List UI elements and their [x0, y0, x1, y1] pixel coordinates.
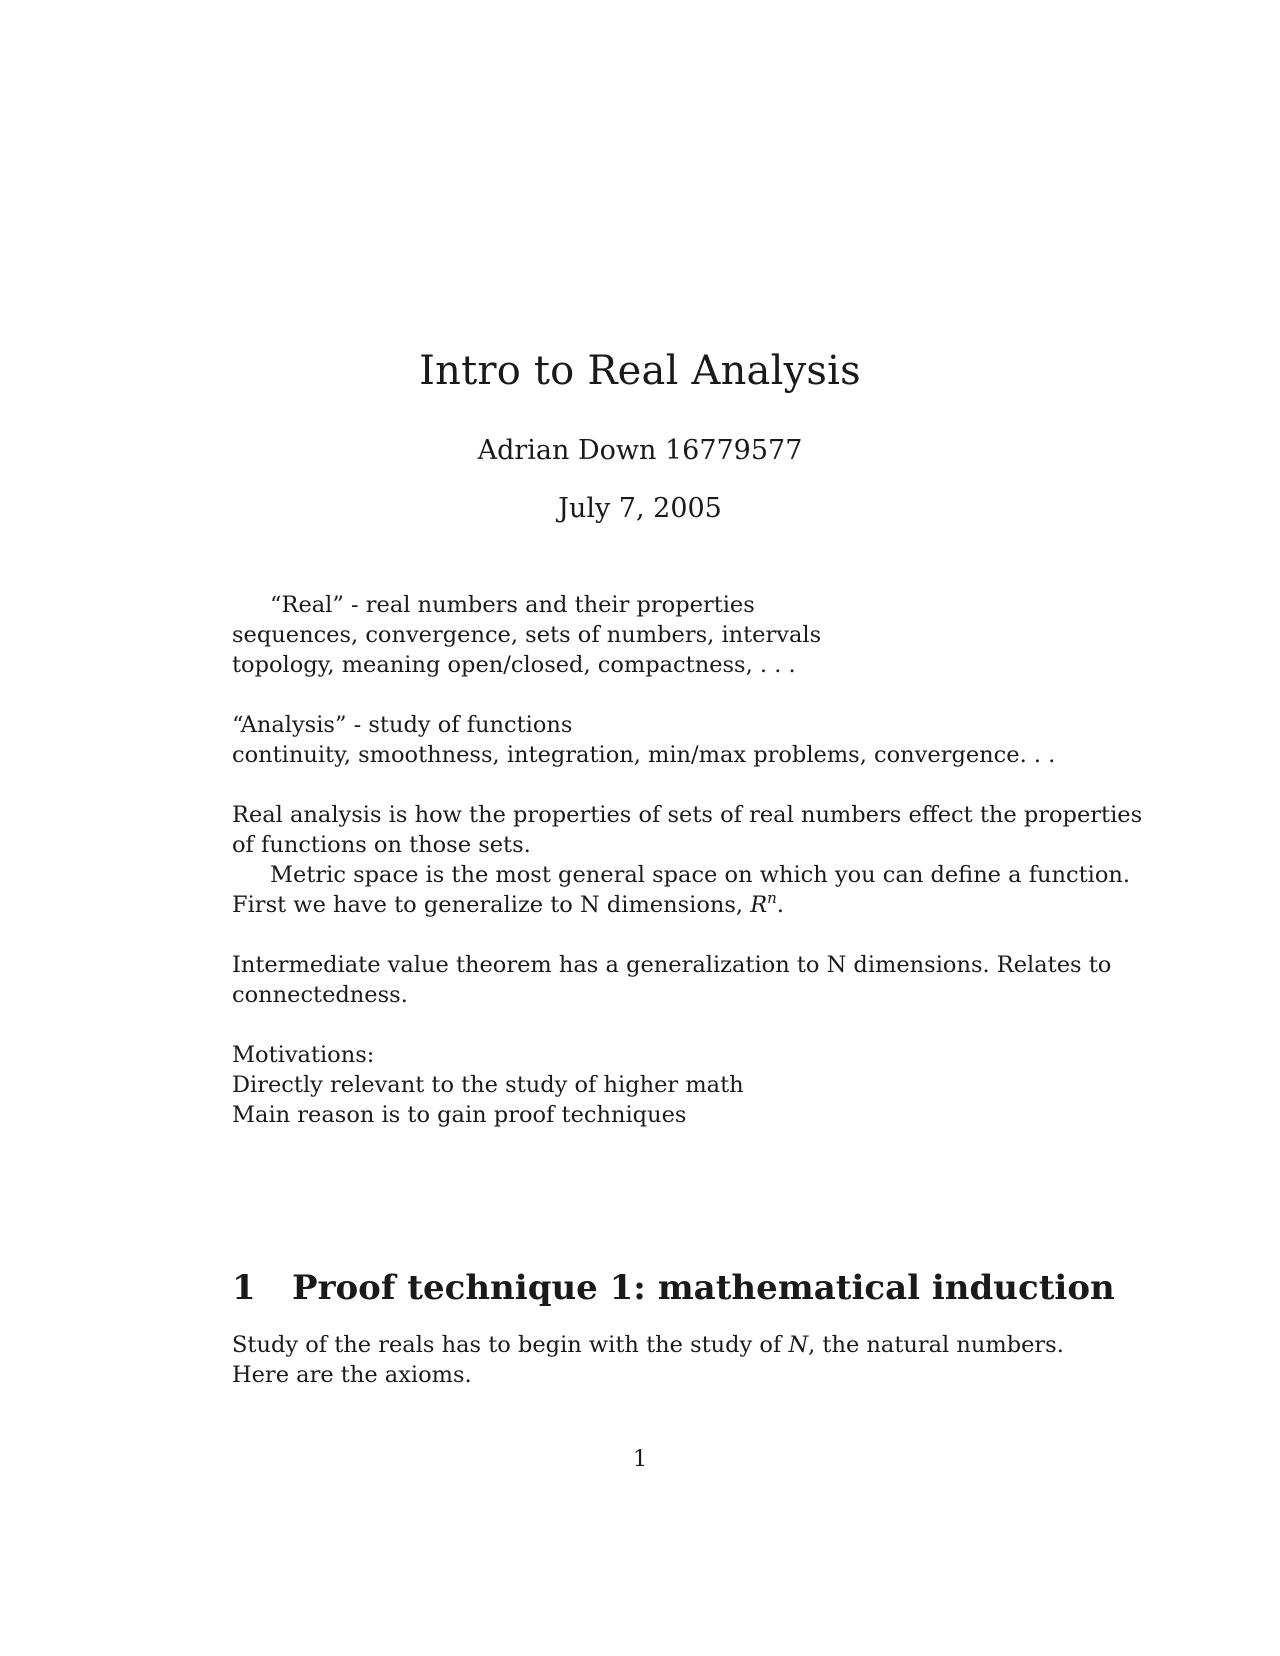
document-title: Intro to Real Analysis — [419, 348, 861, 394]
paragraph-line: Motivations: — [232, 1042, 375, 1068]
paragraph-line: Here are the axioms. — [232, 1362, 472, 1388]
page-number: 1 — [632, 1446, 648, 1472]
paragraph-analysis — [232, 710, 1056, 770]
line-text: Study of the reals has to begin with the study of — [232, 1332, 789, 1358]
paragraph-line: “Analysis” - study of functions — [232, 712, 573, 738]
document-date: July 7, 2005 — [558, 493, 722, 524]
paragraph-line: continuity, smoothness, integration, min/max problems, convergence. . . — [232, 742, 1056, 768]
math-superscript: n — [767, 889, 777, 907]
paragraph-line — [232, 1330, 1064, 1360]
section-1-paragraph — [232, 1330, 1064, 1390]
math-r-n — [750, 889, 777, 918]
paragraph-line: Real analysis is how the properties of sets of real numbers effect the properties — [232, 802, 1143, 828]
paragraph-line: connectedness. — [232, 982, 408, 1008]
paragraph-line: topology, meaning open/closed, compactness, . . . — [232, 652, 796, 678]
paragraph-motivations — [232, 1040, 1047, 1130]
section-number: 1 — [232, 1268, 256, 1308]
paragraph-line: Metric space is the most general space on which you can define a function. — [270, 862, 1131, 888]
paragraph-line: Main reason is to gain proof techniques — [232, 1102, 687, 1128]
document-author: Adrian Down 16779577 — [477, 435, 803, 466]
paragraph-line — [232, 890, 1047, 920]
line-text: , the natural numbers. — [808, 1332, 1064, 1358]
paragraph-line: of functions on those sets. — [232, 832, 531, 858]
line-text: First we have to generalize to N dimensions, — [232, 892, 751, 918]
paragraph-ivt — [232, 950, 1112, 1010]
paragraph-real — [232, 590, 1047, 680]
paragraph-real-analysis — [232, 800, 1143, 920]
section-title: Proof technique 1: mathematical induction — [292, 1268, 1115, 1308]
paragraph-line: Intermediate value theorem has a generalization to N dimensions. Relates to — [232, 952, 1112, 978]
line-end: . — [776, 892, 784, 918]
math-base: R — [750, 892, 768, 918]
section-heading — [232, 1268, 1115, 1308]
paragraph-line: sequences, convergence, sets of numbers, intervals — [232, 622, 822, 648]
math-n: N — [788, 1332, 809, 1358]
paragraph-line: “Real” - real numbers and their properties — [270, 592, 755, 618]
paragraph-line: Directly relevant to the study of higher math — [232, 1072, 744, 1098]
